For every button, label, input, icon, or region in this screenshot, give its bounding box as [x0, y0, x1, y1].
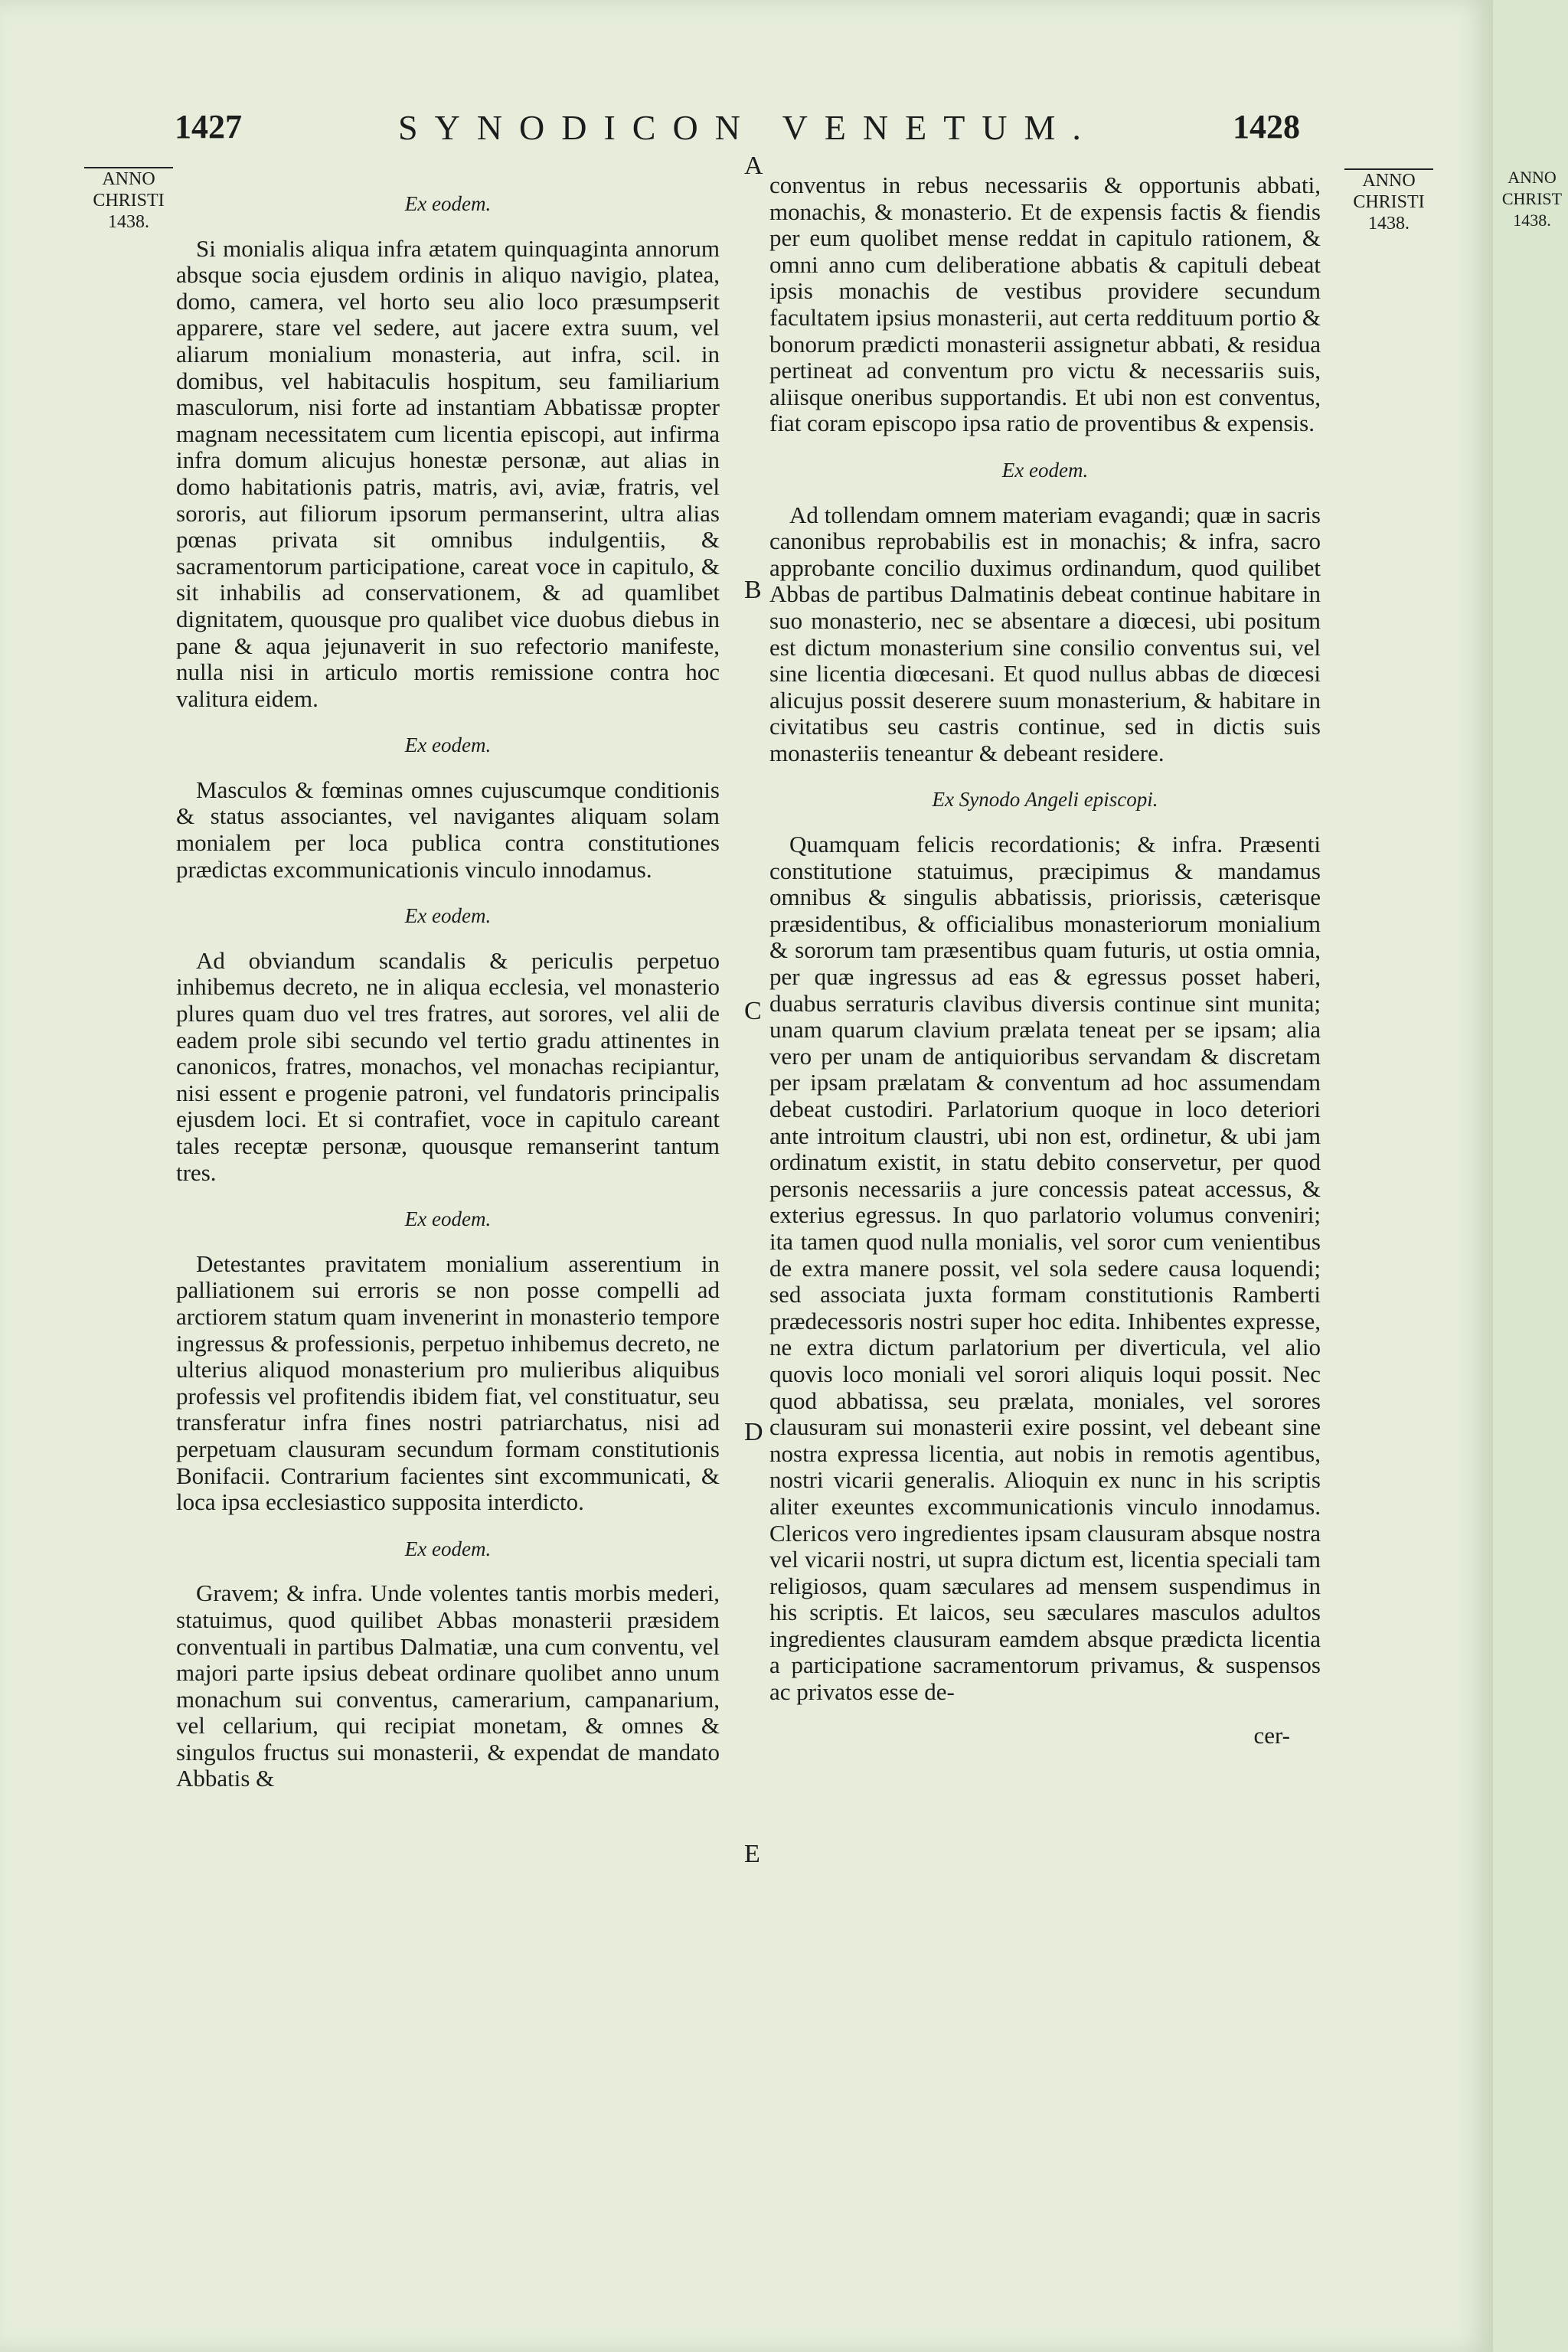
margin-christi: CHRISTI: [1353, 192, 1425, 212]
paragraph: Masculos & fœminas omnes cujuscumque conditionis & status associantes, vel navigantes aliquam solam monialem per loca publica contra constitutiones prædictas excommunicationis vinculo innodamus.: [176, 776, 720, 883]
section-heading: Ex eodem.: [404, 1537, 492, 1560]
paragraph: Quamquam felicis recordationis; & infra. Præsenti constitutione statuimus, præcipimus & mandamus omnibus & singulis abbatissis, priorissis, cæterisque præsidentibus, & officialibus monasteriorum monialium & sororum tam præsentibus quam futuris, ut ostia omnia, per quæ ingressus ad eas & egressus posset haberi, duabus serraturis clavibus diversis continue sint munita; unam quarum clavium prælata teneat per se ipsam; alia vero per unam de antiquioribus servandam & discretam per ipsam prælatam & conventum ad hoc assumendam debeat custodiri. Parlatorium quoque in loco deteriori ante introitum claustri, ubi non est, ordinetur, & ubi jam ordinatum existit, in statu debito conservetur, per quod personis necessariis a jure concessis pateat accessus, & exterius egressus. In quo parlatorio volumus conveniri; ita tamen quod nulla monialis, vel soror cum venientibus de extra manere possit, vel sola sedere causa loquendi; sed associata juxta formam constitutionis Ramberti prædecessoris nostri super hoc edita. Inhibentes expresse, ne extra dictum parlatorium per diverticula, vel alio quovis loco moniali vel sorori aliquis loqui possit. Nec quod abbatissa, seu prælata, moniales, vel sorores clausuram sui monasterii exire possint, vel debeant sine nostra expressa licentia, aut nobis in remotis agentibus, nostri vicarii generalis. Alioquin ex nunc in his scriptis aliter exeuntes excommunicationis vinculo innodamus. Clericos vero ingredientes ipsam clausuram absque nostra vel vicarii nostri, ut supra dictum est, licentia speciali tam religiosos, quam sæculares ad mensem suspendimus in his scriptis. Et laicos, seu sæculares masculos adultos ingredientes clausuram eamdem absque prædicta licentia a participatione sacramentorum privamus, & suspensos ac privatos esse de-: [769, 831, 1321, 1706]
section-heading: Ex eodem.: [404, 1207, 492, 1231]
paragraph: Gravem; & infra. Unde volentes tantis morbis mederi, statuimus, quod quilibet Abbas monasterii præsidem conventuali in partibus Dalmatiæ, una cum conventu, vel majori parte ipsius debeat ordinare quolibet anno unum monachum sui conventus, camerarium, campanarium, vel cellarium, qui recipiat monetam, & omnes & singulos fructus sui monasterii, & expendat de mandato Abbatis &: [176, 1579, 720, 1792]
section-heading: Ex eodem.: [1001, 458, 1089, 482]
section-marker-b: B: [744, 576, 762, 604]
page-number-left: 1427: [175, 108, 242, 145]
margin-anno: ANNO: [1508, 168, 1557, 187]
paragraph: Ad obviandum scandalis & periculis perpetuo inhibemus decreto, ne in aliqua ecclesia, vel monasterio plures quam duo vel tres fratres, aut sorores, vel alii de eadem prole sibi secundo vel tertio gradu attinentes in canonicos, fratres, monachos, vel monachas recipiantur, nisi essent e progenie patroni, vel fundatoris principalis ejusdem loci. Et si contrafiet, voce in capitulo careant tales receptæ personæ, quousque remanserint tantum tres.: [176, 946, 720, 1186]
margin-year: 1438.: [1368, 214, 1410, 234]
margin-year: 1438.: [1513, 211, 1551, 230]
paragraph: Si monialis aliqua infra ætatem quinquaginta annorum absque socia ejusdem ordinis in aliquo navigio, platea, domo, camera, vel horto seu alio loco præsumpserit apparere, stare vel sedere, aut jacere extra suum, vel aliarum monialium monasteria, aut infra, scil. in domibus, vel habitaculis hospitum, seu familiarium masculorum, nisi forte ad instantiam Abbatissæ propter magnam necessitatem cum licentia episcopi, aut infirma infra domum alicujus honestæ personæ, aut alias in domo habitationis patris, matris, avi, aviæ, fratris, vel sororis, aut filiorum ipsorum permanserint, ultra alias pœnas privata sit omnibus indulgentiis, & sacramentorum participatione, careat voce in capitulo, & sit inhabilis ad conservationem, & ad quamlibet dignitatem, quousque pro qualibet vice duobus diebus in pane & aqua jejunaverit in suo refectorio manifeste, nulla nisi in articulo mortis remissione contra hoc valitura eidem.: [176, 234, 720, 712]
section-heading: Ex eodem.: [404, 904, 492, 928]
catchword: cer-: [1253, 1721, 1290, 1749]
section-marker-e: E: [744, 1840, 760, 1868]
margin-anno: ANNO: [1362, 171, 1416, 191]
next-page-edge: [1491, 0, 1568, 2352]
margin-year: 1438.: [108, 212, 149, 232]
section-marker-c: C: [744, 997, 762, 1025]
paragraph: Ad tollendam omnem materiam evagandi; quæ in sacris canonibus reprobabilis est in monachis; & infra, sacro approbante concilio duximus ordinandum, quod quilibet Abbas de partibus Dalmatinis debeat continue habitare in suo monasterio, nec se absentare a diœcesi, ubi positum est dictum monasterium sine consilio conventus sui, vel sine licentia diœcesani. Et quod nullus abbas de diœcesi alicujus possit deserere suum monasterium, & habitare in civitatibus seu castris continue, sed in dictis suis monasteriis teneantur & debeant residere.: [769, 501, 1321, 766]
left-column: [176, 172, 720, 1809]
paragraph: Detestantes pravitatem monialium asserentium in palliationem sui erroris se non posse compelli ad arctiorem statum quam invenerint in monasterio tempore ingressus & professionis, perpetuo inhibemus decreto, ne ulterius aliquod monasterium pro mulieribus aliquibus professis vel profitendis ibidem fiat, vel constituatur, seu transferatur infra fines nostri patriarchatus, nisi ad perpetuam clausuram secundum formam constitutionis Bonifacii. Contrarium facientes sint excommunicati, & loca ipsa ecclesiastico supposita interdicto.: [176, 1250, 720, 1516]
section-marker-d: D: [744, 1418, 763, 1446]
section-heading: Ex eodem.: [404, 733, 492, 757]
page-number-right: 1428: [1233, 108, 1300, 145]
section-heading: Ex eodem.: [404, 192, 492, 215]
running-title: SYNODICON VENETUM.: [398, 108, 1098, 147]
margin-christi: CHRISTI: [93, 191, 165, 211]
next-page-margin-note: [1498, 167, 1566, 231]
margin-note-left: [84, 167, 173, 233]
paragraph-continuation: conventus in rebus necessariis & opportunis abbati, monachis, & monasterio. Et de expensis factis & fiendis per eum quolibet mense reddat in capitulo rationem, & omni anno cum deliberatione abbatis & capituli debeat ipsis monachis de vestibus providere secundum facultatem ipsius monasterii, aut certa reddituum portio & bonorum prædicti monasterii assignetur abbati, & residua pertineat ad conventum pro victu & necessariis suis, aliisque oneribus supportandis. Et ubi non est conventus, fiat coram episcopo ipsa ratio de proventibus & expensis.: [769, 172, 1321, 437]
running-head: [0, 107, 1491, 153]
right-column: [769, 172, 1321, 1749]
margin-note-right: [1344, 168, 1433, 234]
section-marker-a: A: [744, 152, 763, 180]
margin-christi: CHRIST: [1501, 189, 1563, 208]
margin-anno: ANNO: [102, 169, 155, 189]
section-heading: Ex Synodo Angeli episcopi.: [932, 788, 1158, 812]
